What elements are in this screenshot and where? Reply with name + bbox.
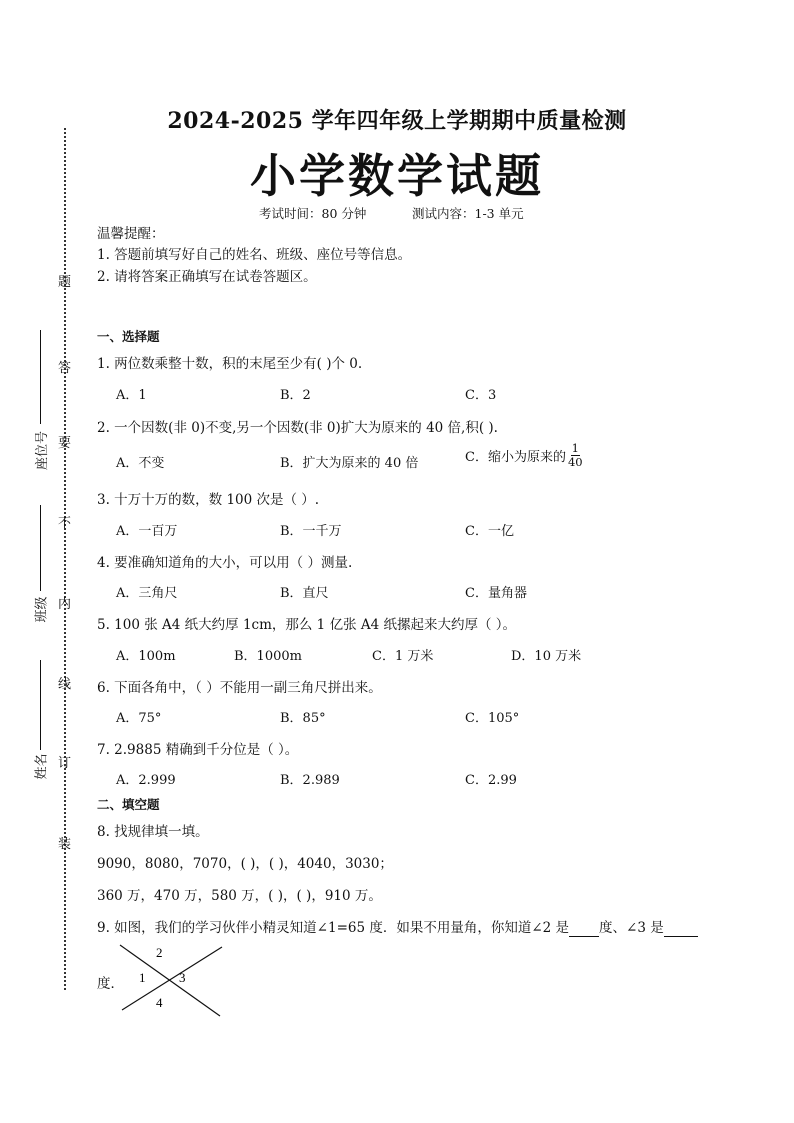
question-4: 4. 要准确知道角的大小，可以用（ ）测量. bbox=[97, 555, 353, 571]
binding-char-yao: 要 bbox=[58, 436, 72, 451]
question-1: 1. 两位数乘整十数，积的末尾至少有( )个 0. bbox=[97, 356, 363, 372]
q2-option-a[interactable]: A．不变 bbox=[116, 456, 165, 471]
angle-label-3: 3 bbox=[179, 970, 186, 985]
question-8: 8. 找规律填一填。 bbox=[97, 824, 209, 840]
q8-sequence-2[interactable]: 360 万，470 万，580 万，( )，( )，910 万。 bbox=[97, 888, 382, 904]
q9-text-b: 度、∠3 是 bbox=[599, 920, 664, 936]
angle-label-1: 1 bbox=[139, 970, 146, 985]
name-blank[interactable] bbox=[40, 660, 41, 750]
binding-char-da: 答 bbox=[58, 361, 72, 376]
section-2-heading: 二、填空题 bbox=[97, 797, 160, 812]
line-1 bbox=[120, 945, 220, 1016]
q3-option-a[interactable]: A．一百万 bbox=[116, 524, 178, 539]
q4-option-b[interactable]: B．直尺 bbox=[280, 586, 329, 601]
q7-option-c[interactable]: C．2.99 bbox=[465, 773, 517, 788]
q5-option-a[interactable]: A．100m bbox=[116, 649, 176, 664]
q5-option-d[interactable]: D．10 万米 bbox=[511, 649, 582, 664]
class-blank[interactable] bbox=[40, 505, 41, 591]
binding-char-nei: 内 bbox=[58, 597, 72, 612]
class-label: 班级 bbox=[34, 596, 50, 623]
question-5: 5. 100 张 A4 纸大约厚 1cm，那么 1 亿张 A4 纸摞起来大约厚（ ）。 bbox=[97, 617, 517, 633]
fraction-numerator: 1 bbox=[571, 441, 579, 455]
q9-tail: 度． bbox=[97, 976, 124, 992]
q9-angle3-blank[interactable] bbox=[664, 920, 698, 937]
q7-option-a[interactable]: A．2.999 bbox=[116, 773, 176, 788]
q2-option-c-label: C．缩小为原来的 bbox=[465, 450, 566, 465]
binding-char-ding: 订 bbox=[58, 756, 72, 771]
notice-line-1: 1. 答题前填写好自己的姓名、班级、座位号等信息。 bbox=[97, 247, 412, 263]
q6-option-a[interactable]: A．75° bbox=[116, 711, 162, 726]
question-3: 3. 十万十万的数，数 100 次是（ ）. bbox=[97, 492, 320, 508]
binding-char-xian: 线 bbox=[58, 677, 72, 692]
q3-option-c[interactable]: C．一亿 bbox=[465, 524, 514, 539]
q9-angle2-blank[interactable] bbox=[569, 920, 599, 937]
exam-subtitle: 2024-2025 学年四年级上学期期中质量检测 bbox=[167, 108, 627, 134]
q8-sequence-1[interactable]: 9090，8080，7070，( )，( )，4040，3030； bbox=[97, 856, 393, 872]
dotted-cut-line bbox=[64, 128, 66, 990]
q2-option-c[interactable] bbox=[465, 442, 583, 469]
name-label: 姓名 bbox=[34, 753, 50, 780]
q1-option-b[interactable]: B．2 bbox=[280, 388, 311, 403]
q9-text-a: 9. 如图，我们的学习伙伴小精灵知道∠1=65 度．如果不用量角，你知道∠2 是 bbox=[97, 920, 570, 936]
exam-content: 测试内容：1-3 单元 bbox=[412, 206, 524, 221]
exam-time: 考试时间：80 分钟 bbox=[259, 206, 367, 221]
q3-option-b[interactable]: B．一千万 bbox=[280, 524, 342, 539]
q1-option-c[interactable]: C．3 bbox=[465, 388, 497, 403]
question-6: 6. 下面各角中，（ ）不能用一副三角尺拼出来。 bbox=[97, 680, 382, 696]
binding-char-bu: 不 bbox=[58, 516, 72, 531]
q6-option-c[interactable]: C．105° bbox=[465, 711, 520, 726]
question-7: 7. 2.9885 精确到千分位是（ ）。 bbox=[97, 742, 299, 758]
notice-heading: 温馨提醒： bbox=[97, 226, 165, 242]
notice-line-2: 2. 请将答案正确填写在试卷答题区。 bbox=[97, 269, 317, 285]
angle-figure bbox=[118, 942, 228, 1022]
q6-option-b[interactable]: B．85° bbox=[280, 711, 326, 726]
q1-option-a[interactable]: A．1 bbox=[116, 388, 147, 403]
q5-option-b[interactable]: B．1000m bbox=[234, 649, 302, 664]
section-1-heading: 一、选择题 bbox=[97, 329, 160, 344]
q5-option-c[interactable]: C．1 万米 bbox=[372, 649, 434, 664]
angle-label-2: 2 bbox=[156, 945, 163, 960]
page-title: 小学数学试题 bbox=[250, 149, 544, 203]
binding-char-ti: 题 bbox=[58, 275, 72, 290]
q4-option-c[interactable]: C．量角器 bbox=[465, 586, 527, 601]
binding-char-zhuang: 装 bbox=[58, 837, 72, 852]
fraction-denominator: 40 bbox=[567, 455, 583, 469]
seat-label: 座位号 bbox=[35, 430, 51, 471]
question-2: 2. 一个因数(非 0)不变,另一个因数(非 0)扩大为原来的 40 倍,积( ). bbox=[97, 420, 498, 436]
angle-label-4: 4 bbox=[156, 995, 163, 1010]
q7-option-b[interactable]: B．2.989 bbox=[280, 773, 340, 788]
seat-blank[interactable] bbox=[40, 330, 41, 424]
q4-option-a[interactable]: A．三角尺 bbox=[116, 586, 178, 601]
question-9 bbox=[97, 916, 698, 937]
fraction bbox=[568, 442, 583, 469]
q2-option-b[interactable]: B．扩大为原来的 40 倍 bbox=[280, 456, 419, 471]
